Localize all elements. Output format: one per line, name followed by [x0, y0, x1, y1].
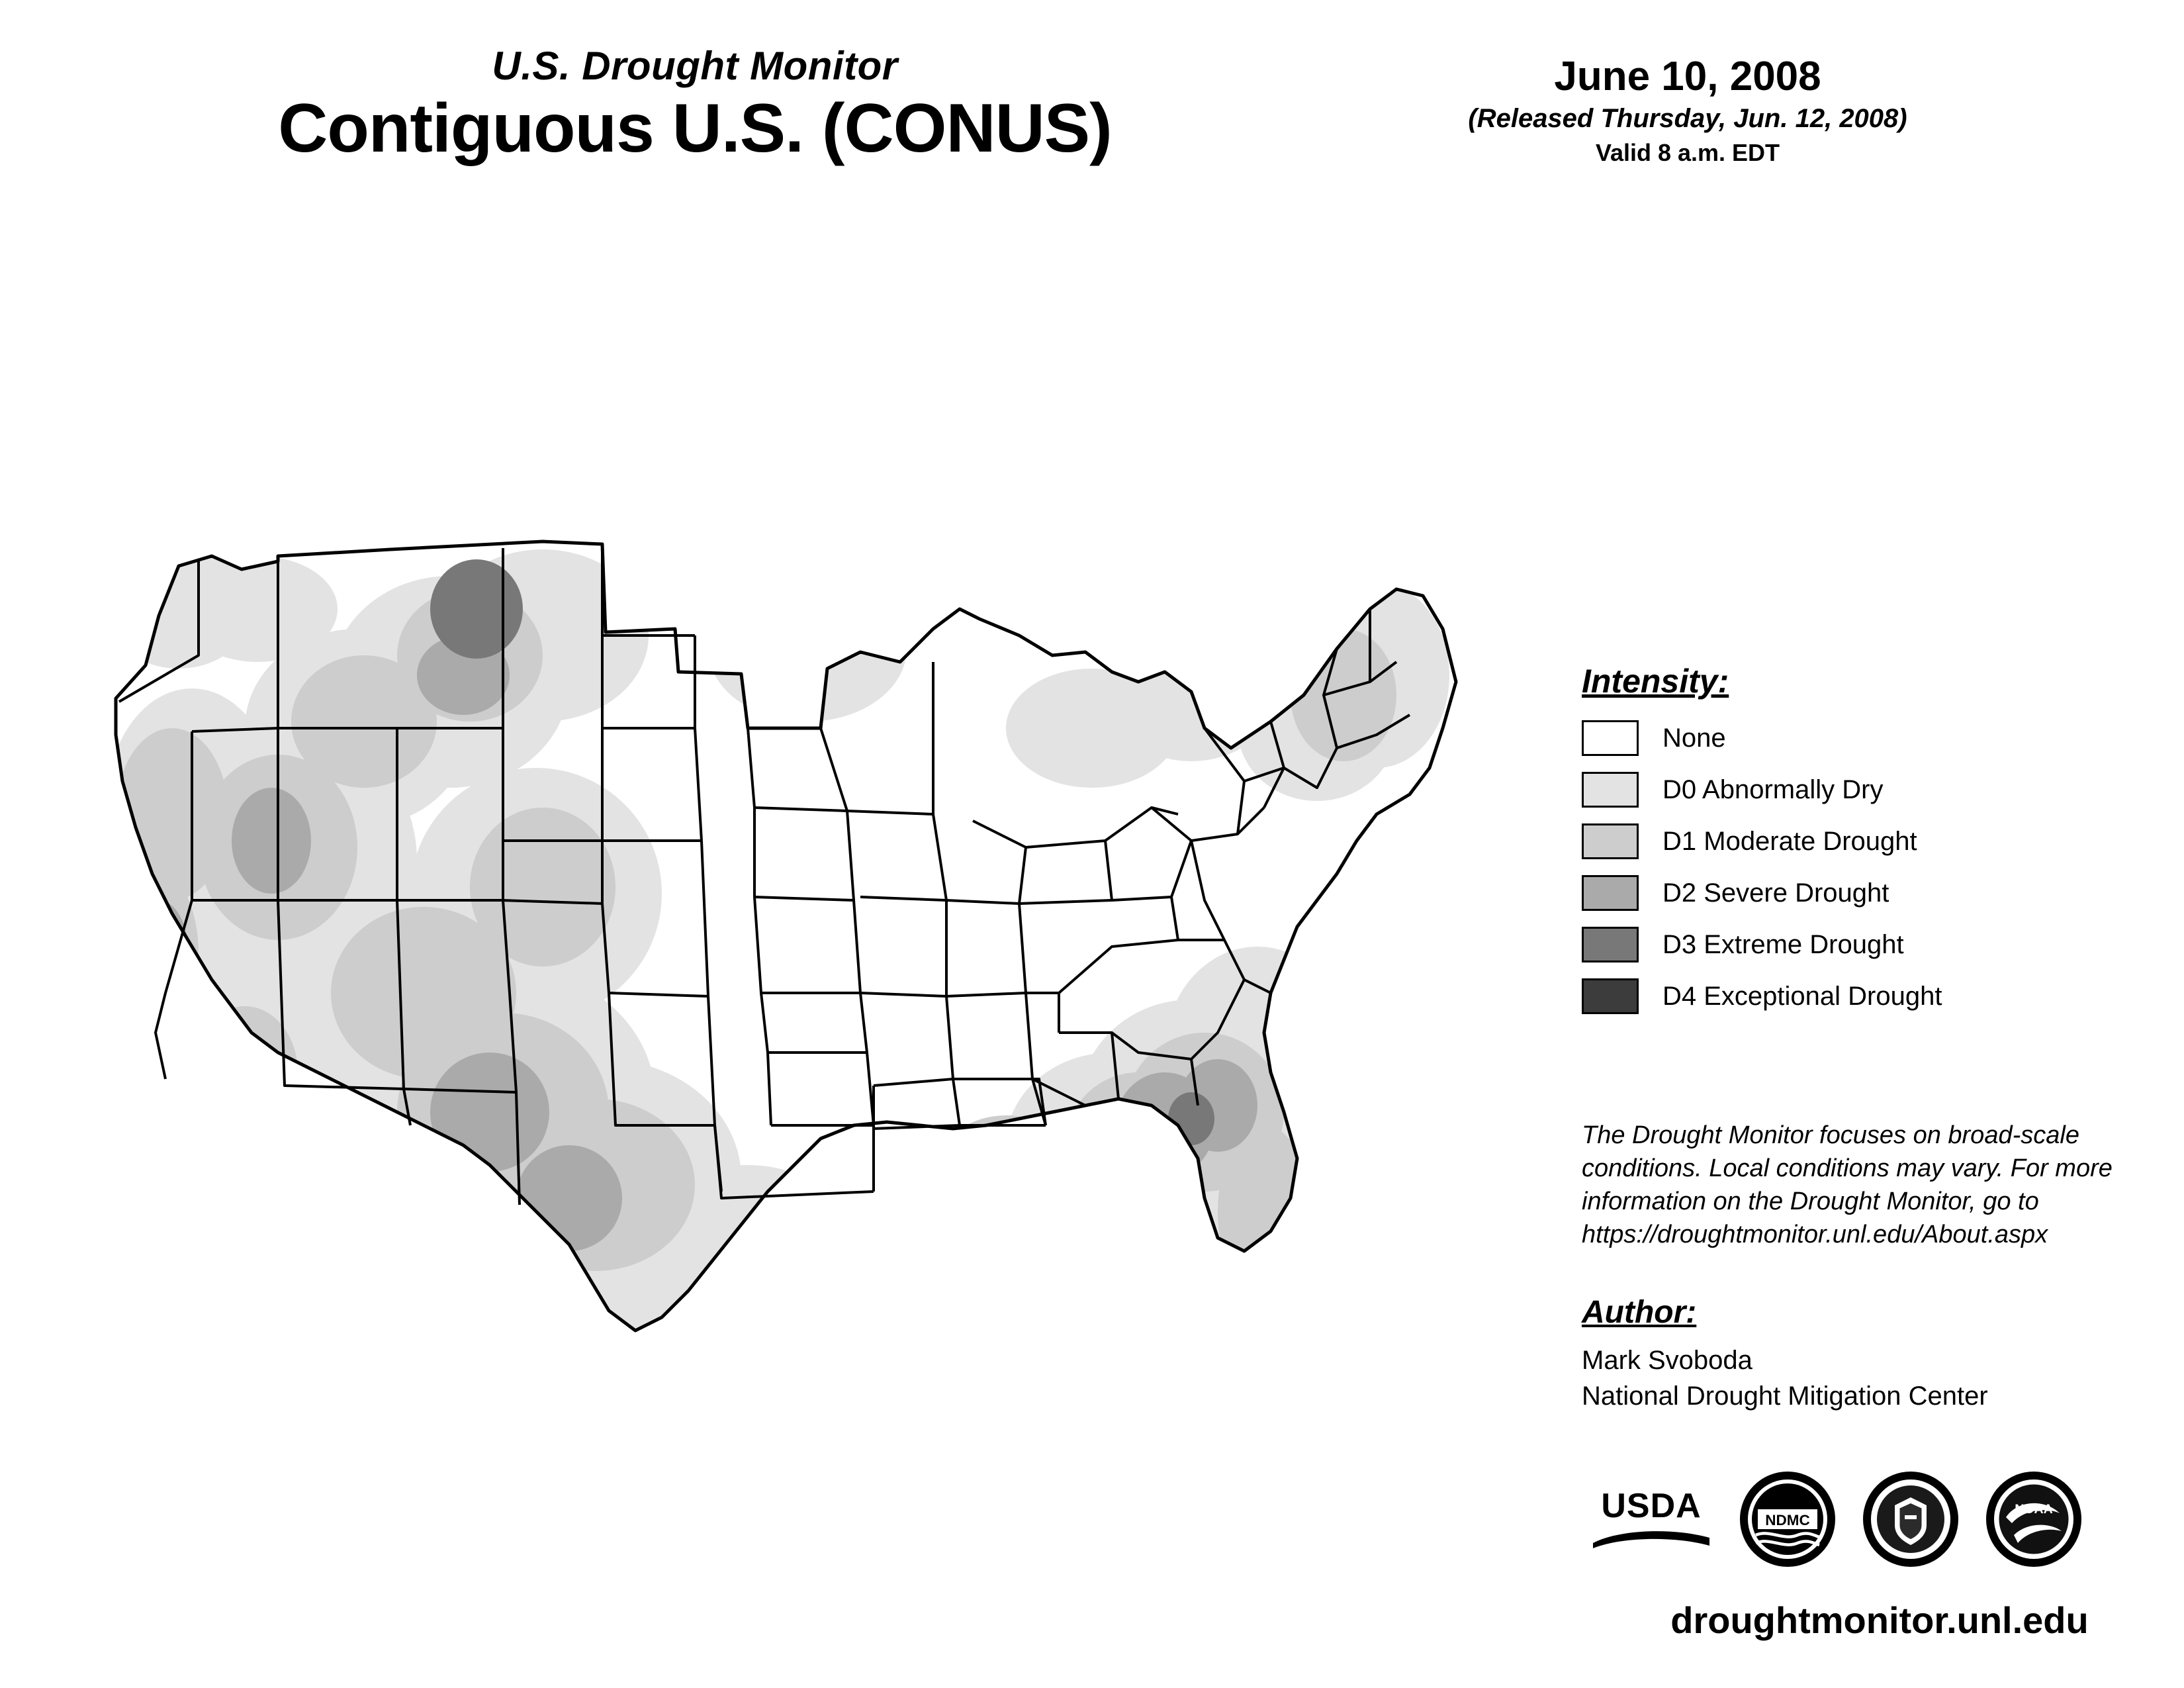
- page-title: Contiguous U.S. (CONUS): [278, 90, 1112, 167]
- legend: [1582, 662, 2111, 1027]
- legend-swatch-d3: [1582, 927, 1639, 962]
- noaa-seal-icon: [1984, 1470, 2083, 1569]
- legend-label-d3: D3 Extreme Drought: [1662, 929, 1904, 959]
- release-date: (Released Thursday, Jun. 12, 2008): [1468, 104, 1907, 133]
- svg-text:NOAA: NOAA: [2015, 1502, 2053, 1517]
- map-svg: [79, 530, 1522, 1456]
- ndmc-logo[interactable]: [1738, 1470, 1837, 1569]
- disclaimer: [1582, 1119, 2177, 1252]
- legend-item-d0[interactable]: [1582, 769, 2111, 810]
- website-url[interactable]: droughtmonitor.unl.edu: [1670, 1599, 2089, 1641]
- usda-logo-text: USDA: [1601, 1487, 1702, 1525]
- title-block: [99, 46, 1291, 165]
- legend-label-d2: D2 Severe Drought: [1662, 878, 1889, 908]
- legend-label-none: None: [1662, 723, 1726, 753]
- legend-item-d3[interactable]: [1582, 924, 2111, 965]
- legend-item-d2[interactable]: [1582, 872, 2111, 914]
- legend-swatch-none: [1582, 720, 1639, 756]
- contiguous-us-drought-map: [79, 530, 1522, 1456]
- author-name: Mark Svoboda: [1582, 1346, 1752, 1375]
- legend-swatch-d4: [1582, 978, 1639, 1014]
- legend-item-d1[interactable]: [1582, 821, 2111, 862]
- author-affiliation: National Drought Mitigation Center: [1582, 1382, 1988, 1411]
- legend-label-d0: D0 Abnormally Dry: [1662, 774, 1884, 804]
- product-subtitle: U.S. Drought Monitor: [492, 44, 898, 88]
- valid-time: Valid 8 a.m. EDT: [1595, 139, 1780, 166]
- author-block: [1582, 1294, 2177, 1414]
- noaa-logo[interactable]: [1984, 1470, 2083, 1569]
- doc-logo[interactable]: [1861, 1470, 1960, 1569]
- author-title: Author:: [1582, 1295, 1697, 1330]
- logo-row: [1588, 1463, 2171, 1575]
- department-of-commerce-seal-icon: [1861, 1470, 1960, 1569]
- header: [0, 0, 2184, 278]
- disclaimer-text: The Drought Monitor focuses on broad-scale conditions. Local conditions may vary. For more information on the Drought Monitor, go to https://droughtmonitor.unl.edu/About.aspx: [1582, 1121, 2113, 1249]
- legend-label-d4: D4 Exceptional Drought: [1662, 981, 1942, 1011]
- svg-text:NDMC: NDMC: [1765, 1512, 1810, 1528]
- legend-label-d1: D1 Moderate Drought: [1662, 826, 1917, 856]
- usda-logo[interactable]: [1588, 1479, 1714, 1559]
- legend-item-d4[interactable]: [1582, 976, 2111, 1017]
- date-block: [1423, 56, 1952, 165]
- legend-swatch-d1: [1582, 823, 1639, 859]
- legend-title: Intensity:: [1582, 663, 1729, 700]
- usda-swoosh-icon: [1592, 1523, 1711, 1550]
- legend-swatch-d0: [1582, 772, 1639, 808]
- legend-swatch-d2: [1582, 875, 1639, 911]
- map-date: June 10, 2008: [1554, 54, 1821, 99]
- ndmc-seal-icon: [1738, 1470, 1837, 1569]
- legend-item-none[interactable]: [1582, 718, 2111, 759]
